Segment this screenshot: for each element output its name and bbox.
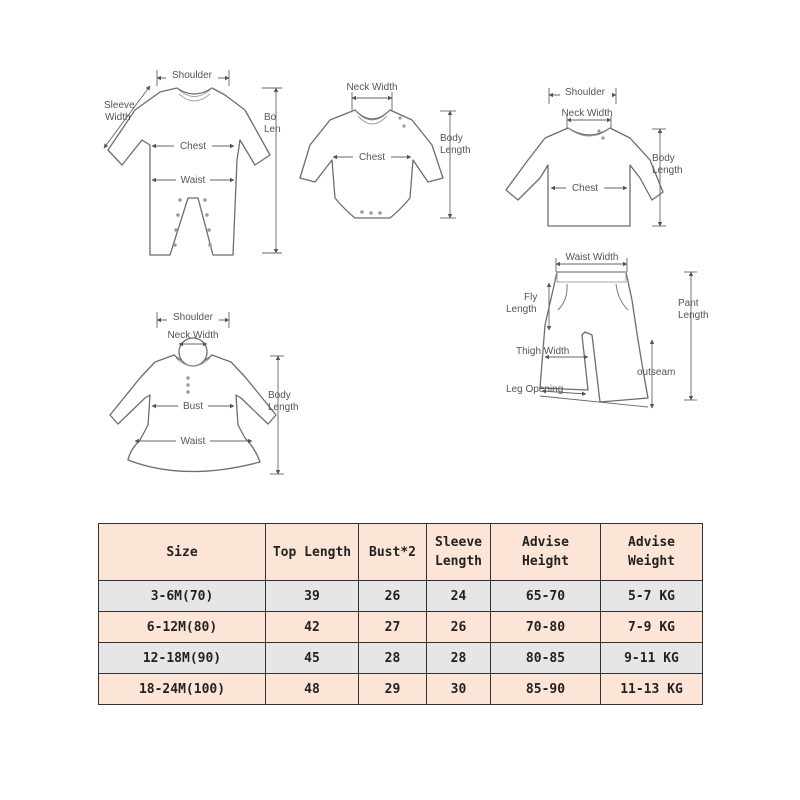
pants-fly-length-label: Length — [506, 304, 537, 315]
cell-bust: 29 — [359, 674, 427, 705]
pants-outseam-label: outseam — [637, 367, 676, 378]
pants-leg-opening-label: Leg Opening — [506, 384, 564, 395]
top-length-label: Length — [652, 165, 683, 176]
header-top-length: Top Length — [266, 524, 359, 581]
cell-weight: 5-7 KG — [601, 581, 703, 612]
table-header-row — [99, 524, 703, 581]
romper-body-label: Bo — [264, 112, 277, 123]
table-row — [99, 643, 703, 674]
header-size: Size — [99, 524, 266, 581]
table-row — [99, 674, 703, 705]
top-neck-width-label: Neck Width — [561, 108, 613, 119]
cell-sleeve: 24 — [427, 581, 491, 612]
romper-chest-label: Chest — [179, 141, 207, 152]
cell-size: 6-12M(80) — [99, 612, 266, 643]
cell-size: 18-24M(100) — [99, 674, 266, 705]
cell-sleeve: 28 — [427, 643, 491, 674]
bodysuit-length-label: Length — [440, 145, 471, 156]
bodysuit-neck-width-label: Neck Width — [346, 82, 398, 93]
cell-sleeve: 26 — [427, 612, 491, 643]
dress-waist-label: Waist — [180, 436, 206, 447]
cell-top-length: 42 — [266, 612, 359, 643]
top-body-label: Body — [652, 153, 675, 164]
romper-length-label: Len — [264, 124, 281, 135]
cell-weight: 9-11 KG — [601, 643, 703, 674]
pants-figure — [506, 252, 709, 408]
cell-size: 3-6M(70) — [99, 581, 266, 612]
pants-pant-label: Pant — [678, 298, 699, 309]
dress-figure — [110, 312, 299, 474]
cell-height: 80-85 — [491, 643, 601, 674]
romper-waist-label: Waist — [180, 175, 206, 186]
cell-height: 85-90 — [491, 674, 601, 705]
cell-top-length: 48 — [266, 674, 359, 705]
cell-height: 65-70 — [491, 581, 601, 612]
cell-size: 12-18M(90) — [99, 643, 266, 674]
cell-top-length: 45 — [266, 643, 359, 674]
cell-weight: 11-13 KG — [601, 674, 703, 705]
pants-thigh-width-label: Thigh Width — [516, 346, 570, 357]
table-row — [99, 612, 703, 643]
cell-top-length: 39 — [266, 581, 359, 612]
size-chart-table — [98, 523, 703, 705]
bodysuit-chest-label: Chest — [358, 152, 386, 163]
romper-sleeve-width-label: Width — [105, 112, 131, 123]
dress-bust-label: Bust — [182, 401, 204, 412]
romper-shoulder-label: Shoulder — [171, 70, 213, 81]
header-bust: Bust*2 — [359, 524, 427, 581]
cell-sleeve: 30 — [427, 674, 491, 705]
top-shoulder-label: Shoulder — [564, 87, 606, 98]
dress-shoulder-label: Shoulder — [172, 312, 214, 323]
cell-weight: 7-9 KG — [601, 612, 703, 643]
dress-neck-width-label: Neck Width — [167, 330, 219, 341]
bodysuit-figure — [300, 82, 471, 218]
cell-bust: 26 — [359, 581, 427, 612]
dress-body-label: Body — [268, 390, 291, 401]
header-advise-weight: Advise Weight — [601, 524, 703, 581]
cell-bust: 28 — [359, 643, 427, 674]
pants-fly-label: Fly — [524, 292, 538, 303]
pants-waist-width-label: Waist Width — [565, 252, 619, 263]
header-sleeve-length: Sleeve Length — [427, 524, 491, 581]
header-advise-height: Advise Height — [491, 524, 601, 581]
bodysuit-body-label: Body — [440, 133, 463, 144]
romper-sleeve-label: Sleeve — [104, 100, 135, 111]
table-row — [99, 581, 703, 612]
top-chest-label: Chest — [571, 183, 599, 194]
dress-length-label: Length — [268, 402, 299, 413]
cell-bust: 27 — [359, 612, 427, 643]
cell-height: 70-80 — [491, 612, 601, 643]
top-figure — [506, 87, 683, 226]
romper-figure — [104, 70, 282, 255]
pants-pant-length-label: Length — [678, 310, 709, 321]
